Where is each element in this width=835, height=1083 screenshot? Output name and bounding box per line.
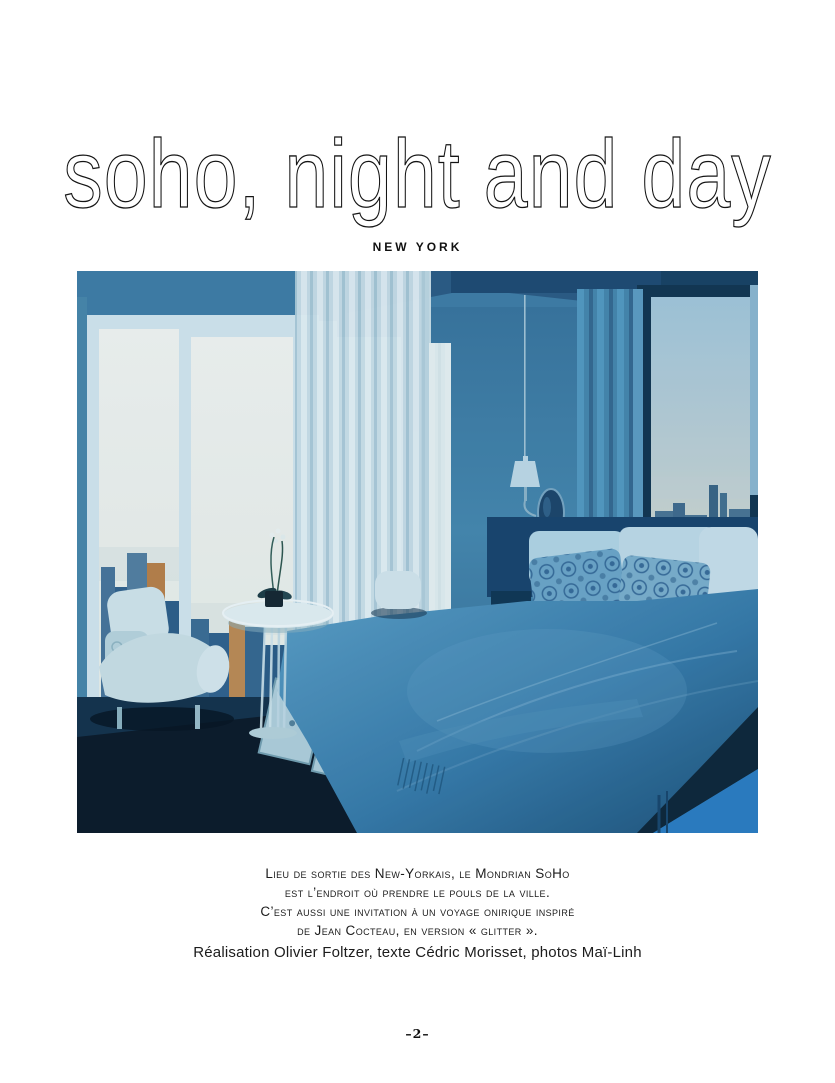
page-subtitle: NEW YORK (372, 240, 463, 254)
bedroom-photo (77, 271, 758, 833)
caption-line: Lieu de sortie des New-Yorkais, le Mondrian SoHo (265, 866, 570, 881)
caption-line: C’est aussi une invitation à un voyage onirique inspiré (260, 904, 575, 919)
caption-line: de Jean Cocteau, en version « glitter ». (297, 923, 538, 938)
page-title: soho, night and day (63, 119, 772, 228)
caption-credits: Réalisation Olivier Foltzer, texte Cédric Morisset, photos Maï-Linh (193, 944, 642, 961)
bedroom-photo-illustration (77, 271, 758, 833)
caption (0, 864, 835, 963)
page-number: –2– (405, 1026, 430, 1041)
blue-wash-overlay (77, 271, 758, 833)
caption-line: est l’endroit où prendre le pouls de la ville. (284, 885, 551, 900)
